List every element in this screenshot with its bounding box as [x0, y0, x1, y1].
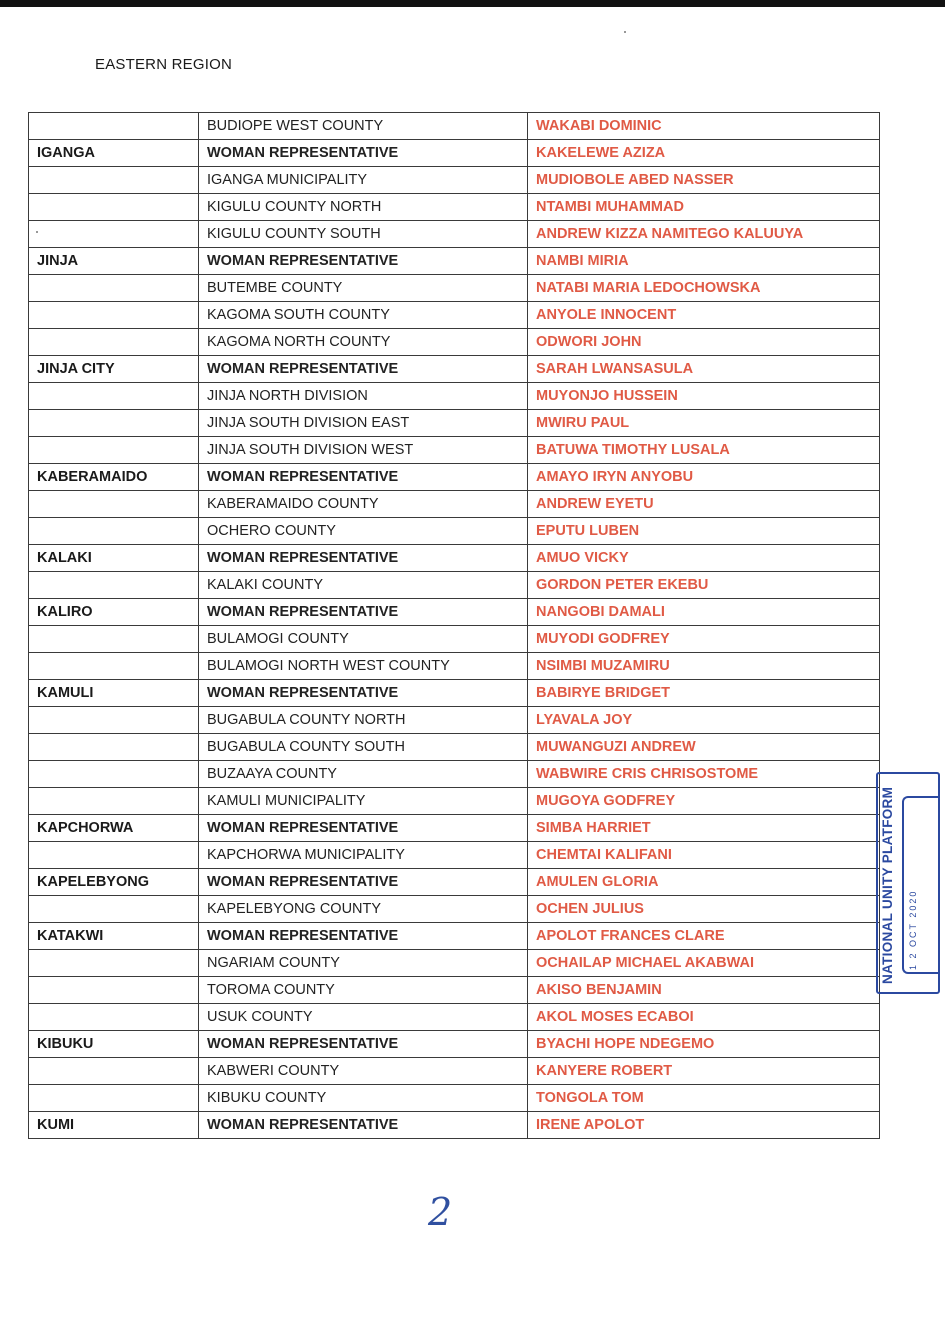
- table-row: [29, 626, 880, 653]
- seat-cell: WOMAN REPRESENTATIVE: [199, 599, 528, 626]
- district-cell: [29, 194, 199, 221]
- scan-speck: [36, 231, 38, 233]
- candidate-cell: BATUWA TIMOTHY LUSALA: [528, 437, 880, 464]
- candidate-cell: IRENE APOLOT: [528, 1112, 880, 1139]
- district-cell: [29, 113, 199, 140]
- seat-cell: WOMAN REPRESENTATIVE: [199, 923, 528, 950]
- candidate-cell: NANGOBI DAMALI: [528, 599, 880, 626]
- region-title: EASTERN REGION: [95, 56, 232, 73]
- seat-cell: KIGULU COUNTY NORTH: [199, 194, 528, 221]
- district-cell: [29, 842, 199, 869]
- party-stamp: [876, 772, 940, 994]
- candidate-cell: MUYODI GODFREY: [528, 626, 880, 653]
- seat-cell: NGARIAM COUNTY: [199, 950, 528, 977]
- table-row: [29, 410, 880, 437]
- seat-cell: IGANGA MUNICIPALITY: [199, 167, 528, 194]
- table-row: [29, 221, 880, 248]
- table-row: [29, 491, 880, 518]
- district-cell: [29, 950, 199, 977]
- table-row: [29, 356, 880, 383]
- candidate-cell: CHEMTAI KALIFANI: [528, 842, 880, 869]
- table-row: [29, 977, 880, 1004]
- district-cell: KALIRO: [29, 599, 199, 626]
- table-row: [29, 1112, 880, 1139]
- top-border: [0, 0, 945, 7]
- district-cell: [29, 302, 199, 329]
- table-row: [29, 248, 880, 275]
- table-row: [29, 518, 880, 545]
- seat-cell: WOMAN REPRESENTATIVE: [199, 464, 528, 491]
- district-cell: [29, 761, 199, 788]
- table-row: [29, 950, 880, 977]
- table-row: [29, 707, 880, 734]
- table-row: [29, 140, 880, 167]
- district-cell: KUMI: [29, 1112, 199, 1139]
- district-cell: [29, 329, 199, 356]
- table-row: [29, 113, 880, 140]
- stamp-text: NATIONAL UNITY PLATFORM: [880, 786, 895, 984]
- seat-cell: USUK COUNTY: [199, 1004, 528, 1031]
- candidate-cell: GORDON PETER EKEBU: [528, 572, 880, 599]
- candidate-cell: EPUTU LUBEN: [528, 518, 880, 545]
- district-cell: [29, 383, 199, 410]
- seat-cell: BUGABULA COUNTY NORTH: [199, 707, 528, 734]
- candidate-cell: APOLOT FRANCES CLARE: [528, 923, 880, 950]
- seat-cell: KAPELEBYONG COUNTY: [199, 896, 528, 923]
- candidate-cell: NSIMBI MUZAMIRU: [528, 653, 880, 680]
- seat-cell: KABWERI COUNTY: [199, 1058, 528, 1085]
- seat-cell: WOMAN REPRESENTATIVE: [199, 356, 528, 383]
- candidate-cell: AKISO BENJAMIN: [528, 977, 880, 1004]
- candidate-cell: NAMBI MIRIA: [528, 248, 880, 275]
- table-row: [29, 869, 880, 896]
- district-cell: [29, 626, 199, 653]
- candidate-table: [28, 112, 880, 1139]
- table-row: [29, 329, 880, 356]
- scan-speck: [624, 31, 626, 33]
- candidate-cell: KANYERE ROBERT: [528, 1058, 880, 1085]
- seat-cell: TOROMA COUNTY: [199, 977, 528, 1004]
- candidate-cell: MUYONJO HUSSEIN: [528, 383, 880, 410]
- seat-cell: BUDIOPE WEST COUNTY: [199, 113, 528, 140]
- seat-cell: OCHERO COUNTY: [199, 518, 528, 545]
- district-cell: [29, 437, 199, 464]
- seat-cell: KIBUKU COUNTY: [199, 1085, 528, 1112]
- district-cell: [29, 896, 199, 923]
- table-row: [29, 599, 880, 626]
- candidate-cell: ANDREW EYETU: [528, 491, 880, 518]
- district-cell: [29, 275, 199, 302]
- seat-cell: KALAKI COUNTY: [199, 572, 528, 599]
- stamp-date: 1 2 OCT 2020: [908, 889, 918, 970]
- district-cell: IGANGA: [29, 140, 199, 167]
- district-cell: [29, 1004, 199, 1031]
- candidate-cell: MUDIOBOLE ABED NASSER: [528, 167, 880, 194]
- seat-cell: WOMAN REPRESENTATIVE: [199, 1031, 528, 1058]
- seat-cell: BULAMOGI NORTH WEST COUNTY: [199, 653, 528, 680]
- table-row: [29, 275, 880, 302]
- district-cell: KIBUKU: [29, 1031, 199, 1058]
- seat-cell: JINJA SOUTH DIVISION WEST: [199, 437, 528, 464]
- district-cell: KAMULI: [29, 680, 199, 707]
- district-cell: [29, 977, 199, 1004]
- seat-cell: WOMAN REPRESENTATIVE: [199, 815, 528, 842]
- district-cell: [29, 734, 199, 761]
- page-number: 2: [428, 1190, 453, 1234]
- candidate-cell: NATABI MARIA LEDOCHOWSKA: [528, 275, 880, 302]
- table-row: [29, 194, 880, 221]
- seat-cell: KAGOMA SOUTH COUNTY: [199, 302, 528, 329]
- table-row: [29, 1031, 880, 1058]
- district-cell: [29, 491, 199, 518]
- table-row: [29, 1004, 880, 1031]
- seat-cell: WOMAN REPRESENTATIVE: [199, 1112, 528, 1139]
- candidate-cell: WAKABI DOMINIC: [528, 113, 880, 140]
- table-row: [29, 545, 880, 572]
- table-row: [29, 815, 880, 842]
- candidate-cell: BABIRYE BRIDGET: [528, 680, 880, 707]
- seat-cell: WOMAN REPRESENTATIVE: [199, 680, 528, 707]
- candidate-cell: AMAYO IRYN ANYOBU: [528, 464, 880, 491]
- seat-cell: BUZAAYA COUNTY: [199, 761, 528, 788]
- candidate-cell: WABWIRE CRIS CHRISOSTOME: [528, 761, 880, 788]
- district-cell: [29, 707, 199, 734]
- seat-cell: JINJA SOUTH DIVISION EAST: [199, 410, 528, 437]
- seat-cell: KAMULI MUNICIPALITY: [199, 788, 528, 815]
- seat-cell: JINJA NORTH DIVISION: [199, 383, 528, 410]
- district-cell: [29, 653, 199, 680]
- seat-cell: KABERAMAIDO COUNTY: [199, 491, 528, 518]
- district-cell: KAPCHORWA: [29, 815, 199, 842]
- seat-cell: KAGOMA NORTH COUNTY: [199, 329, 528, 356]
- district-cell: [29, 1085, 199, 1112]
- candidate-cell: OCHAILAP MICHAEL AKABWAI: [528, 950, 880, 977]
- district-cell: [29, 572, 199, 599]
- candidate-cell: MWIRU PAUL: [528, 410, 880, 437]
- seat-cell: BULAMOGI COUNTY: [199, 626, 528, 653]
- table-row: [29, 734, 880, 761]
- table-row: [29, 788, 880, 815]
- candidate-cell: MUWANGUZI ANDREW: [528, 734, 880, 761]
- seat-cell: WOMAN REPRESENTATIVE: [199, 140, 528, 167]
- seat-cell: BUGABULA COUNTY SOUTH: [199, 734, 528, 761]
- district-cell: JINJA: [29, 248, 199, 275]
- seat-cell: WOMAN REPRESENTATIVE: [199, 248, 528, 275]
- candidate-cell: SARAH LWANSASULA: [528, 356, 880, 383]
- district-cell: JINJA CITY: [29, 356, 199, 383]
- table-row: [29, 464, 880, 491]
- candidate-cell: KAKELEWE AZIZA: [528, 140, 880, 167]
- candidate-cell: ODWORI JOHN: [528, 329, 880, 356]
- seat-cell: WOMAN REPRESENTATIVE: [199, 545, 528, 572]
- table-row: [29, 167, 880, 194]
- district-cell: [29, 1058, 199, 1085]
- district-cell: KABERAMAIDO: [29, 464, 199, 491]
- district-cell: [29, 788, 199, 815]
- table-row: [29, 761, 880, 788]
- table-row: [29, 572, 880, 599]
- candidate-table-body: [29, 113, 880, 1139]
- table-row: [29, 1058, 880, 1085]
- candidate-cell: MUGOYA GODFREY: [528, 788, 880, 815]
- candidate-cell: LYAVALA JOY: [528, 707, 880, 734]
- candidate-cell: BYACHI HOPE NDEGEMO: [528, 1031, 880, 1058]
- seat-cell: KAPCHORWA MUNICIPALITY: [199, 842, 528, 869]
- table-row: [29, 1085, 880, 1112]
- candidate-cell: NTAMBI MUHAMMAD: [528, 194, 880, 221]
- candidate-cell: AKOL MOSES ECABOI: [528, 1004, 880, 1031]
- table-row: [29, 680, 880, 707]
- table-row: [29, 383, 880, 410]
- table-row: [29, 437, 880, 464]
- candidate-cell: AMUO VICKY: [528, 545, 880, 572]
- district-cell: KALAKI: [29, 545, 199, 572]
- candidate-cell: AMULEN GLORIA: [528, 869, 880, 896]
- candidate-cell: SIMBA HARRIET: [528, 815, 880, 842]
- seat-cell: KIGULU COUNTY SOUTH: [199, 221, 528, 248]
- district-cell: [29, 410, 199, 437]
- seat-cell: WOMAN REPRESENTATIVE: [199, 869, 528, 896]
- candidate-cell: ANYOLE INNOCENT: [528, 302, 880, 329]
- table-row: [29, 842, 880, 869]
- district-cell: [29, 221, 199, 248]
- table-row: [29, 653, 880, 680]
- district-cell: KAPELEBYONG: [29, 869, 199, 896]
- table-row: [29, 923, 880, 950]
- district-cell: KATAKWI: [29, 923, 199, 950]
- candidate-cell: TONGOLA TOM: [528, 1085, 880, 1112]
- candidate-cell: OCHEN JULIUS: [528, 896, 880, 923]
- table-row: [29, 896, 880, 923]
- district-cell: [29, 518, 199, 545]
- table-row: [29, 302, 880, 329]
- district-cell: [29, 167, 199, 194]
- seat-cell: BUTEMBE COUNTY: [199, 275, 528, 302]
- candidate-cell: ANDREW KIZZA NAMITEGO KALUUYA: [528, 221, 880, 248]
